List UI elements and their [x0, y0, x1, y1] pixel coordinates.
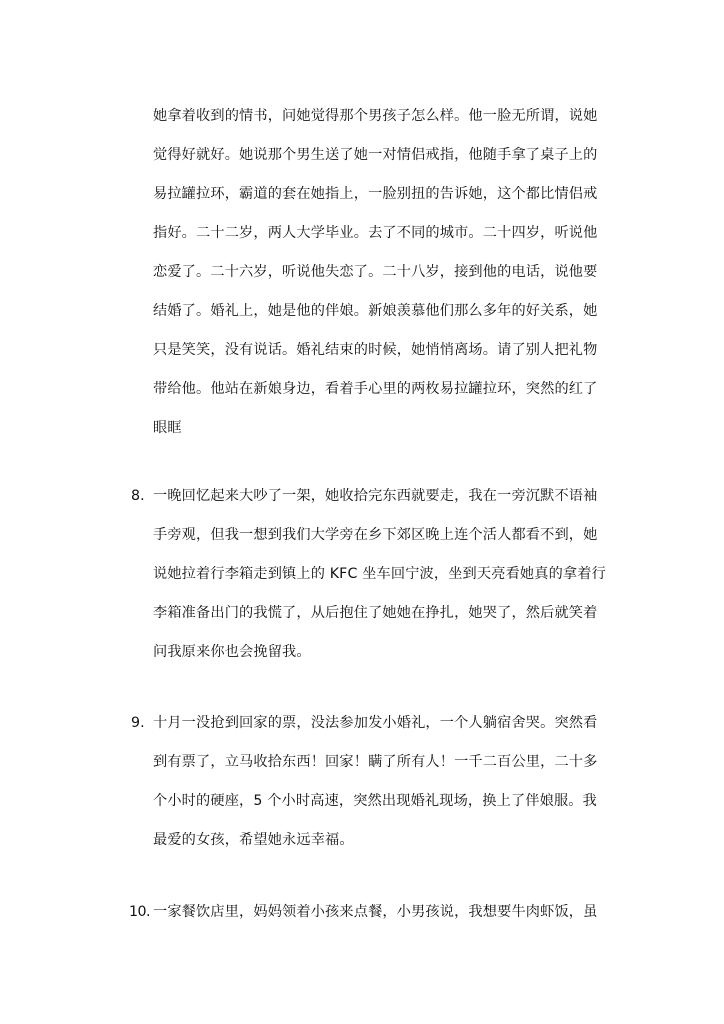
text-line: 觉得好就好。她说那个男生送了她一对情侣戒指，他随手拿了桌子上的: [153, 147, 598, 163]
text-line: 问我原来你也会挽留我。: [153, 644, 311, 660]
text-line: 10. 一家餐饮店里，妈妈领着小孩来点餐，小男孩说，我想要牛肉虾饭，虽: [131, 893, 621, 932]
text-line: 最爱的女孩，希望她永远幸福。: [153, 832, 354, 848]
list-number: 8.: [131, 488, 145, 504]
text-line: 到有票了，立马收拾东西！回家！瞒了所有人！一千二百公里，二十多: [153, 754, 598, 770]
text-line: 结婚了。婚礼上，她是他的伴娘。新娘羡慕他们那么多年的好关系，她: [153, 303, 598, 319]
text-line: 她拿着收到的情书，问她觉得那个男孩子怎么样。他一脸无所谓，说她: [153, 108, 598, 124]
list-item-10: [131, 893, 621, 932]
text-line: 恋爱了。二十六岁，听说他失恋了。二十八岁，接到他的电话，说他要: [153, 264, 598, 280]
text-line: 带给他。他站在新娘身边，看着手心里的两枚易拉罐拉环，突然的红了: [153, 381, 598, 397]
text-line: 手旁观，但我一想到我们大学旁在乡下郊区晚上连个活人都看不到，她: [153, 527, 598, 543]
paragraph-7-continued: [131, 97, 621, 448]
text-line: 8. 一晚回忆起来大吵了一架，她收拾完东西就要走，我在一旁沉默不语袖: [131, 477, 621, 516]
list-number: 9.: [131, 715, 145, 731]
text-line: 李箱准备出门的我慌了，从后抱住了她她在挣扎，她哭了，然后就笑着: [153, 605, 598, 621]
text-line: 9. 十月一没抢到回家的票，没法参加发小婚礼，一个人躺宿舍哭。突然看: [131, 704, 621, 743]
text-line: 眼眶: [153, 420, 182, 436]
list-number: 10.: [129, 904, 151, 920]
text-line: 只是笑笑，没有说话。婚礼结束的时候，她悄悄离场。请了别人把礼物: [153, 342, 598, 358]
text-line: 指好。二十二岁，两人大学毕业。去了不同的城市。二十四岁，听说他: [153, 225, 598, 241]
list-item-8: [131, 477, 621, 672]
text-line: 说她拉着行李箱走到镇上的 KFC 坐车回宁波，坐到天亮看她真的拿着行: [153, 566, 606, 582]
text-line: 易拉罐拉环，霸道的套在她指上，一脸别扭的告诉她，这个都比情侣戒: [153, 186, 598, 202]
list-item-9: [131, 704, 621, 860]
text-line: 个小时的硬座，5 个小时高速，突然出现婚礼现场，换上了伴娘服。我: [153, 793, 597, 809]
